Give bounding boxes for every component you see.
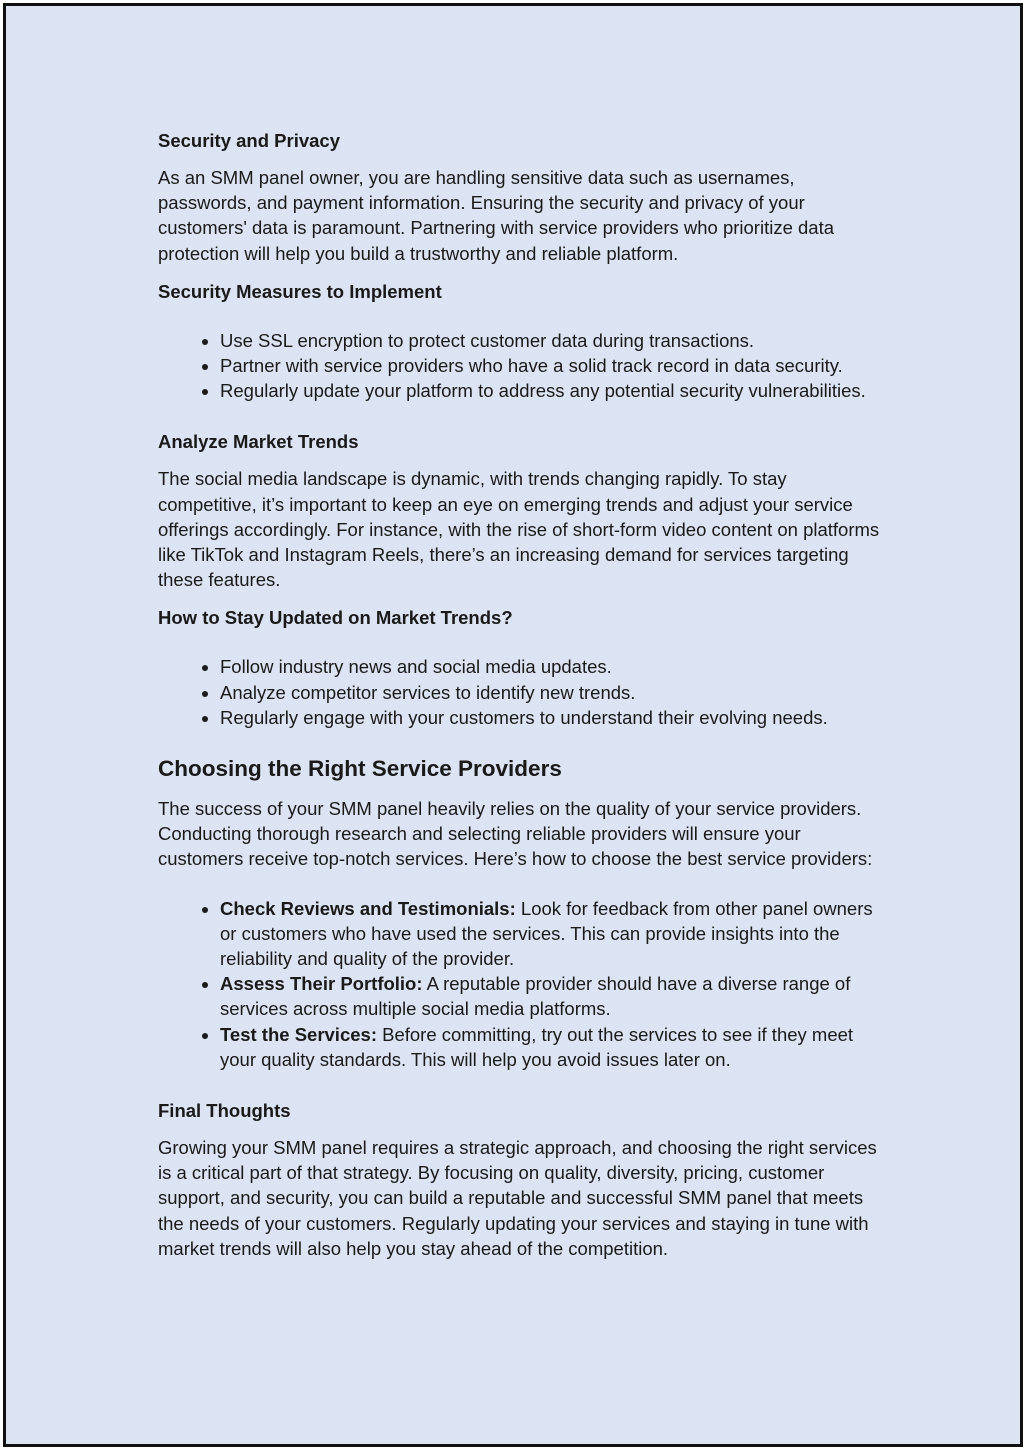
final-thoughts-paragraph: Growing your SMM panel requires a strategic approach, and choosing the right services is a critical part of that strategy. By focusing on quality, diversity, pricing, customer support, and security, you can build a reputable and successful SMM panel that meets the needs of your customers. Regularly updating your services and staying in tune with market trends will also help you stay ahead of the competition. xyxy=(158,1137,877,1259)
list-item-label: Test the Services: xyxy=(220,1023,377,1045)
list-item-label: Assess Their Portfolio: xyxy=(220,973,423,995)
document-page xyxy=(3,3,1023,1447)
list-item-text: A reputable provider should have a diverse range of services across multiple social media platforms. xyxy=(220,973,851,1020)
providers-heading: Choosing the Right Service Providers xyxy=(158,756,562,782)
list-item xyxy=(220,1022,888,1072)
list-item xyxy=(220,896,888,972)
stay-updated-list xyxy=(158,654,888,730)
final-thoughts-heading: Final Thoughts xyxy=(158,1100,291,1122)
market-trends-paragraph: The social media landscape is dynamic, with trends changing rapidly. To stay competitive, it’s important to keep an eye on emerging trends and adjust your service offerings accordingly. For instance, with the rise of short-form video content on platforms like TikTok and Instagram Reels, there’s an increasing demand for services targeting these features. xyxy=(158,468,880,591)
list-item: • Partner with service providers who have a solid track record in data security. xyxy=(220,353,888,378)
security-heading: Security and Privacy xyxy=(158,130,341,151)
list-item: • Use SSL encryption to protect customer data during transactions. xyxy=(220,328,888,353)
security-paragraph: As an SMM panel owner, you are handling sensitive data such as usernames, passwords, and payment information. Ensuring the security and privacy of your customers' data is paramount. Partnering with service providers who prioritize data protection will help you build a trustworthy and reliable platform. xyxy=(158,167,834,264)
list-item: • Analyze competitor services to identify new trends. xyxy=(220,680,888,705)
list-item: • Regularly engage with your customers to understand their evolving needs. xyxy=(220,705,888,730)
providers-list xyxy=(158,896,888,1072)
list-item-label: Check Reviews and Testimonials: xyxy=(220,897,516,919)
list-item-text: Look for feedback from other panel owners or customers who have used the services. This can provide insights into the reliability and quality of the provider. xyxy=(220,897,873,970)
list-item xyxy=(220,971,888,1021)
providers-paragraph: The success of your SMM panel heavily relies on the quality of your service providers. Conducting thorough research and selecting reliable providers will ensure your customers receive top-notch services. Here’s how to choose the best service providers: xyxy=(158,798,873,870)
list-item: • Regularly update your platform to address any potential security vulnerabilities. xyxy=(220,378,888,403)
security-measures-list xyxy=(158,328,888,404)
list-item: • Follow industry news and social media updates. xyxy=(220,654,888,679)
market-trends-heading: Analyze Market Trends xyxy=(158,431,359,453)
list-item-text: Before committing, try out the services to see if they meet your quality standards. This will help you avoid issues later on. xyxy=(220,1023,854,1070)
stay-updated-heading: How to Stay Updated on Market Trends? xyxy=(158,607,513,629)
security-measures-heading: Security Measures to Implement xyxy=(158,280,442,302)
document-content xyxy=(158,128,888,1261)
